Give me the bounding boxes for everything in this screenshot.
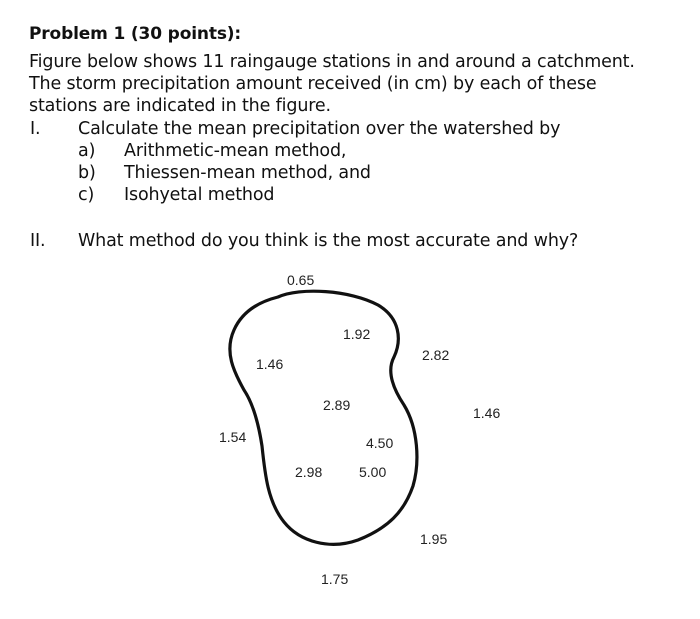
option-a-text: Arithmetic-mean method, [124,141,347,161]
station-label: 5.00 [359,464,387,480]
option-b-text: Thiessen-mean method, and [124,163,371,183]
option-b-letter: b) [78,163,96,183]
intro-line-3: stations are indicated in the figure. [29,96,331,116]
intro-line-2: The storm precipitation amount received (in cm) by each of these [29,74,597,94]
option-a-letter: a) [78,141,96,161]
option-c-text: Isohyetal method [124,185,275,205]
problem-title: Problem 1 (30 points): [29,24,242,44]
station-label: 0.65 [287,272,315,288]
part1-numeral: I. [30,119,41,139]
watershed-outline [230,291,417,544]
station-label: 4.50 [366,435,394,451]
part2-text: What method do you think is the most accurate and why? [78,231,579,251]
station-label: 1.46 [473,405,501,421]
part1-text: Calculate the mean precipitation over the watershed by [78,119,561,139]
option-c-letter: c) [78,185,95,205]
station-label: 2.98 [295,464,323,480]
station-label: 2.82 [422,347,450,363]
station-label: 1.54 [219,429,247,445]
station-label: 1.92 [343,326,371,342]
part2-numeral: II. [30,231,46,251]
station-label: 1.46 [256,356,284,372]
station-label: 1.75 [321,571,349,587]
intro-line-1: Figure below shows 11 raingauge stations in and around a catchment. [29,52,635,72]
station-label: 2.89 [323,397,351,413]
station-label: 1.95 [420,531,448,547]
